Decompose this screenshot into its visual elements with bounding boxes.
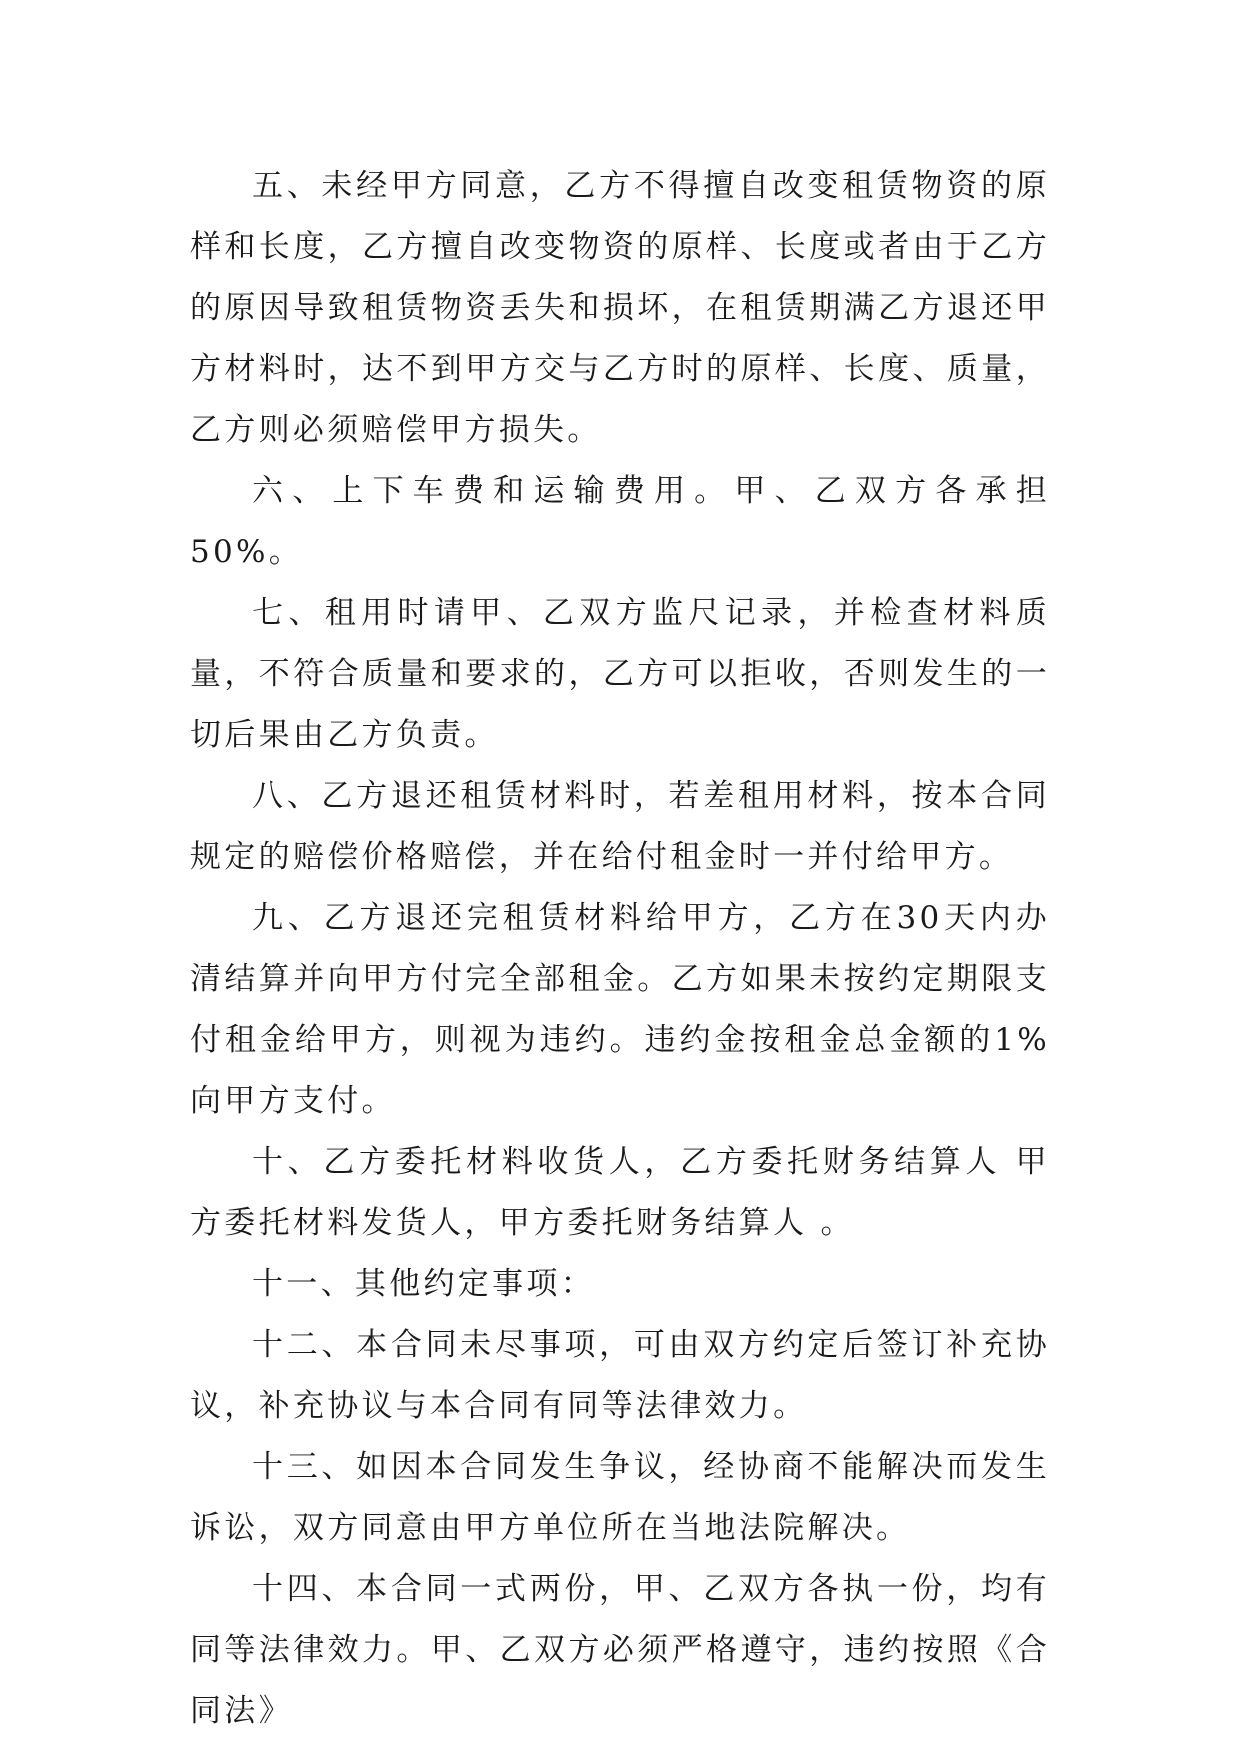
clause-14: 十四、本合同一式两份，甲、乙双方各执一份，均有同等法律效力。甲、乙双方必须严格遵守，违约按照《合同法》	[190, 1571, 1050, 1729]
clause-5: 五、未经甲方同意，乙方不得擅自改变租赁物资的原样和长度，乙方擅自改变物资的原样、长度或者由于乙方的原因导致租赁物资丢失和损坏，在租赁期满乙方退还甲方材料时，达不到甲方交与乙方时的原样、长度、质量，乙方则必须赔偿甲方损失。	[190, 168, 1050, 448]
document-body	[190, 156, 1050, 1742]
clause-8: 八、乙方退还租赁材料时，若差租用材料，按本合同规定的赔偿价格赔偿，并在给付租金时一并付给甲方。	[190, 778, 1050, 875]
clause-11: 十一、其他约定事项：	[252, 1266, 595, 1302]
clause-13: 十三、如因本合同发生争议，经协商不能解决而发生诉讼，双方同意由甲方单位所在当地法院解决。	[190, 1449, 1050, 1546]
clause-12: 十二、本合同未尽事项，可由双方约定后签订补充协议，补充协议与本合同有同等法律效力。	[190, 1327, 1050, 1424]
clause-6: 六、上下车费和运输费用。甲、乙双方各承担50%。	[190, 473, 1050, 570]
clause-9: 九、乙方退还完租赁材料给甲方，乙方在30天内办清结算并向甲方付完全部租金。乙方如果未按约定期限支付租金给甲方，则视为违约。违约金按租金总金额的1%向甲方支付。	[190, 900, 1050, 1119]
clause-10: 十、乙方委托材料收货人，乙方委托财务结算人 甲方委托材料发货人，甲方委托财务结算人 。	[190, 1144, 1050, 1241]
clause-7: 七、租用时请甲、乙双方监尺记录，并检查材料质量，不符合质量和要求的，乙方可以拒收，否则发生的一切后果由乙方负责。	[190, 595, 1050, 753]
